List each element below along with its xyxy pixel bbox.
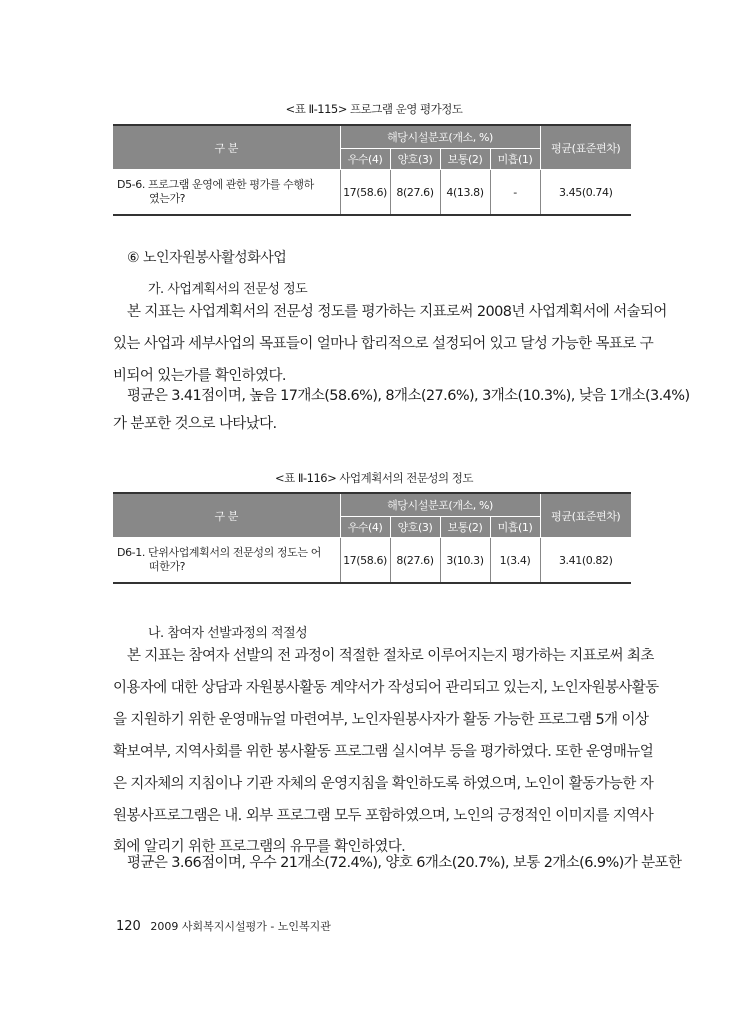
table1-cell: 4(13.8) [440, 170, 490, 216]
table2-cell: 3(10.3) [440, 538, 490, 584]
table2-header-distribution: 해당시설분포(개소, %) [340, 493, 540, 517]
page-number: 120 [116, 919, 141, 934]
table2-item [113, 538, 340, 584]
table1-header-col: 보통(2) [440, 149, 490, 170]
table2-item-line1: D6-1. 단위사업계획서의 전문성의 정도는 어 [117, 546, 321, 559]
para-b-line: 회에 알리기 위한 프로그램의 유무를 확인하였다. [113, 839, 406, 855]
table1-header-col: 우수(4) [340, 149, 390, 170]
table2-average: 3.41(0.82) [540, 538, 631, 584]
para-b-line: 확보여부, 지역사회를 위한 봉사활동 프로그램 실시여부 등을 평가하였다. 또한 운영매뉴얼 [113, 744, 654, 760]
table1-cell: 17(58.6) [340, 170, 390, 216]
para-a-line: 있는 사업과 세부사업의 목표들이 얼마나 합리적으로 설정되어 있고 달성 가능한 목표로 구 [113, 336, 654, 352]
table2-header-col: 미흡(1) [490, 517, 540, 538]
table2-header-average: 평균(표준편차) [540, 493, 631, 538]
table1-header-col: 미흡(1) [490, 149, 540, 170]
table-row [113, 170, 631, 216]
section-heading: ⑥ 노인자원봉사활성화사업 [127, 250, 287, 266]
table1 [113, 124, 631, 216]
footer-title: 2009 사회복지시설평가 - 노인복지관 [150, 920, 331, 933]
table2-cell: 17(58.6) [340, 538, 390, 584]
table1-header-col: 양호(3) [390, 149, 440, 170]
table1-header-distribution: 해당시설분포(개소, %) [340, 125, 540, 149]
table2-header-category: 구 분 [113, 493, 340, 538]
table2-header-col: 양호(3) [390, 517, 440, 538]
para-b-line: 본 지표는 참여자 선발의 전 과정이 적절한 절차로 이루어지는지 평가하는 지표로써 최초 [127, 648, 654, 664]
subsection-a-title: 가. 사업계획서의 전문성 정도 [148, 282, 308, 297]
table2-item-line2: 떠한가? [149, 560, 186, 573]
table1-item [113, 170, 340, 216]
para-b-line: 은 지자체의 지침이나 기관 자체의 운영지침을 확인하도록 하였으며, 노인이 활동가능한 자 [113, 776, 654, 792]
table1-header-category: 구 분 [113, 125, 340, 170]
table1-caption: <표 Ⅱ-115> 프로그램 운영 평가정도 [285, 102, 463, 116]
table1-item-line1: D5-6. 프로그램 운영에 관한 평가를 수행하 [117, 178, 314, 191]
para-b-line: 원봉사프로그램은 내. 외부 프로그램 모두 포함하였으며, 노인의 긍정적인 이미지를 지역사 [113, 808, 654, 824]
table-row [113, 538, 631, 584]
para-a-line: 비되어 있는가를 확인하였다. [113, 368, 286, 384]
table1-item-line2: 였는가? [149, 192, 186, 205]
table2-caption: <표 Ⅱ-116> 사업계획서의 전문성의 정도 [274, 471, 474, 485]
para-a-line: 본 지표는 사업계획서의 전문성 정도를 평가하는 지표로써 2008년 사업계획서에 서술되어 [127, 304, 667, 320]
para-b-line: 이용자에 대한 상담과 자원봉사활동 계약서가 작성되어 관리되고 있는지, 노인자원봉사활동 [113, 680, 659, 696]
para-b-line: 평균은 3.66점이며, 우수 21개소(72.4%), 양호 6개소(20.7%), 보통 2개소(6.9%)가 분포한 [127, 855, 682, 871]
table1-header-average: 평균(표준편차) [540, 125, 631, 170]
table1-average: 3.45(0.74) [540, 170, 631, 216]
table2-header-col: 우수(4) [340, 517, 390, 538]
table2 [113, 492, 631, 584]
table1-cell: - [490, 170, 540, 216]
table2-cell: 1(3.4) [490, 538, 540, 584]
page-footer [116, 918, 331, 934]
para-b-line: 을 지원하기 위한 운영매뉴얼 마련여부, 노인자원봉사자가 활동 가능한 프로그램 5개 이상 [113, 712, 649, 728]
para-a-line: 가 분포한 것으로 나타났다. [113, 416, 277, 432]
table2-cell: 8(27.6) [390, 538, 440, 584]
table1-cell: 8(27.6) [390, 170, 440, 216]
table2-header-col: 보통(2) [440, 517, 490, 538]
subsection-b-title: 나. 참여자 선발과정의 적절성 [148, 626, 308, 641]
para-a-line: 평균은 3.41점이며, 높음 17개소(58.6%), 8개소(27.6%), 3개소(10.3%), 낮음 1개소(3.4%) [127, 388, 690, 404]
